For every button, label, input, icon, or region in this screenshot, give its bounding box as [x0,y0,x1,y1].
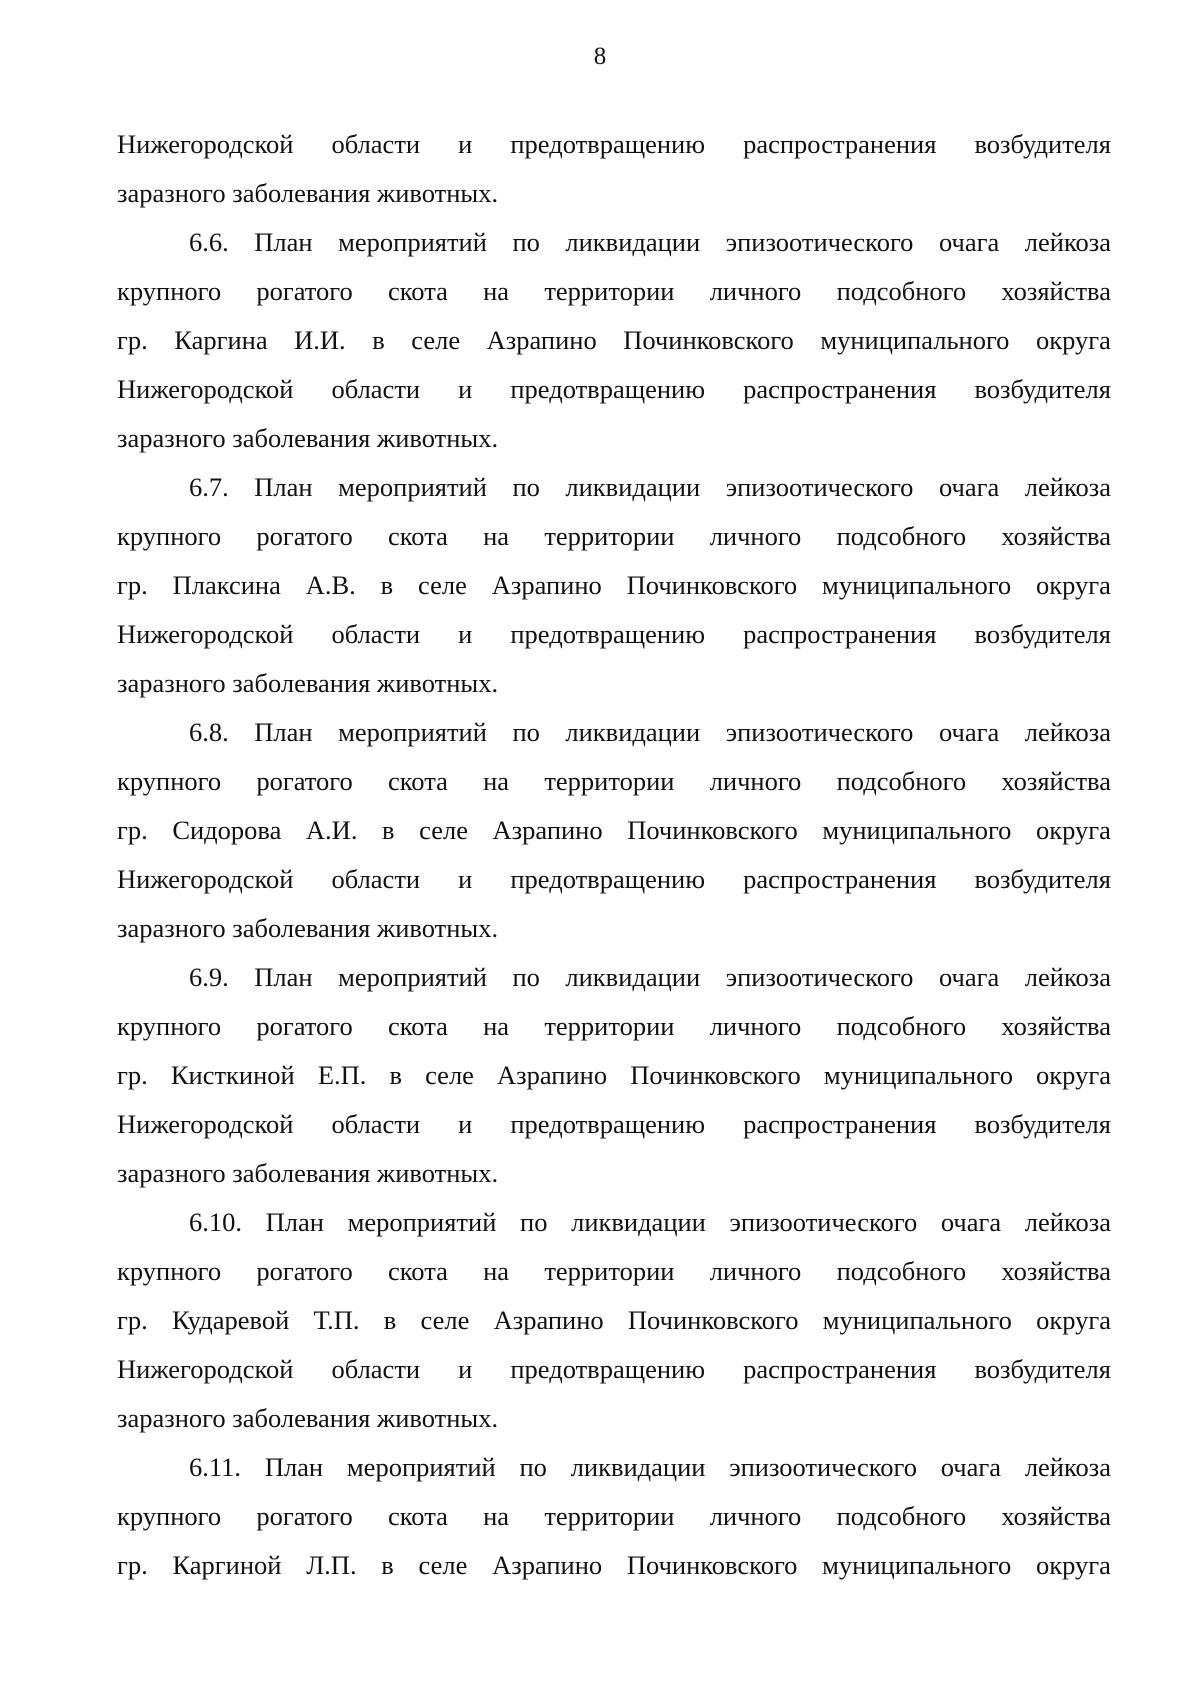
paragraph-last-line: заразного заболевания животных. [117,1158,499,1188]
word: селе [419,815,468,845]
word: распространения [743,1354,937,1384]
paragraph-line [117,1247,1111,1296]
word: подсобного [836,1256,967,1286]
word: хозяйства [1001,1256,1111,1286]
word: в [381,1550,394,1580]
word: эпизоотического [725,962,914,992]
word: предотвращению [510,129,706,159]
word: И.И. [294,325,346,355]
word: эпизоотического [725,227,914,257]
word: по [512,227,540,257]
word: области [331,619,421,649]
word: очага [940,1207,1002,1237]
word: подсобного [836,276,967,306]
paragraph-line [117,1100,1111,1149]
word: мероприятий [346,1452,496,1482]
word: территории [544,766,675,796]
paragraph-line [117,1541,1111,1590]
word: подсобного [836,766,967,796]
paragraph-line [117,1345,1111,1394]
word: мероприятий [338,717,487,747]
word: лейкоза [1024,962,1111,992]
word: Плаксина [172,570,281,600]
word: хозяйства [1001,521,1111,551]
word: лейкоза [1024,227,1111,257]
word: распространения [743,619,937,649]
word: муниципального [822,815,1012,845]
word: лейкоза [1024,717,1111,747]
word: предотвращению [510,619,706,649]
word: мероприятий [338,472,487,502]
word: округа [1036,1305,1111,1335]
word: лейкоза [1024,1207,1111,1237]
word: в [383,1305,397,1335]
word: муниципального [822,1550,1012,1580]
paragraph-line [117,316,1111,365]
word: рогатого [256,521,353,551]
word: округа [1035,325,1111,355]
word: мероприятий [338,962,487,992]
word: А.В. [305,570,356,600]
word: на [483,276,510,306]
paragraph-line [117,1051,1111,1100]
word: крупного [117,1256,222,1286]
word: на [483,521,510,551]
word: скота [388,1256,448,1286]
word: эпизоотического [729,1452,917,1482]
word: на [483,1011,510,1041]
word: предотвращению [510,1354,706,1384]
word: Л.П. [306,1550,357,1580]
word: Азрапино [493,1305,604,1335]
paragraph-first-line [117,218,1111,267]
paragraph-last-line: заразного заболевания животных. [117,178,499,208]
word: скота [388,521,448,551]
word: План [254,472,313,502]
word: территории [544,1501,675,1531]
word: по [512,472,540,502]
word: лейкоза [1024,1452,1111,1482]
item-number: 6.9. [189,962,229,992]
paragraph-first-line [117,708,1111,757]
word: и [458,864,473,894]
paragraph-first-line [117,953,1111,1002]
word: распространения [743,1109,937,1139]
word: эпизоотического [725,717,914,747]
paragraph-line [117,757,1111,806]
word: муниципального [822,570,1012,600]
word: распространения [743,864,937,894]
word: селе [418,1550,468,1580]
word: Нижегородской [117,619,294,649]
word: Нижегородской [117,129,294,159]
word: рогатого [256,1256,353,1286]
word: и [458,129,473,159]
word: гр. [117,1060,148,1090]
word: распространения [743,374,937,404]
word: области [331,129,421,159]
word: крупного [117,1011,222,1041]
word: мероприятий [347,1207,497,1237]
word: гр. [117,1305,148,1335]
word: области [331,1354,421,1384]
word: эпизоотического [729,1207,918,1237]
item-number: 6.6. [189,227,229,257]
word: распространения [743,129,937,159]
word: на [483,1501,510,1531]
word: возбудителя [974,1109,1111,1139]
word: округа [1035,1550,1111,1580]
word: территории [544,1011,675,1041]
word: План [254,227,313,257]
word: скота [388,1011,448,1041]
word: Починковского [627,1305,799,1335]
word: селе [411,325,461,355]
word: Починковского [626,570,798,600]
word: хозяйства [1001,1011,1111,1041]
word: гр. [117,325,148,355]
word: возбудителя [974,1354,1111,1384]
word: Нижегородской [117,864,294,894]
item-number: 6.8. [189,717,229,747]
word: План [264,1452,324,1482]
word: хозяйства [1001,276,1111,306]
word: на [483,766,510,796]
word: личного [709,1011,802,1041]
word: Кударевой [172,1305,290,1335]
word: области [331,864,421,894]
word: Т.П. [313,1305,360,1335]
word: Азрапино [492,815,603,845]
word: хозяйства [1001,766,1111,796]
word: Каргиной [172,1550,282,1580]
word: ликвидации [565,227,701,257]
word: и [458,374,473,404]
word: по [512,717,540,747]
word: подсобного [836,1501,967,1531]
word: подсобного [836,521,967,551]
word: скота [388,766,448,796]
item-number: 6.11. [189,1452,242,1482]
word: крупного [117,521,222,551]
paragraph-last-line: заразного заболевания животных. [117,423,499,453]
word: ликвидации [570,1452,706,1482]
word: Нижегородской [117,1354,294,1384]
word: рогатого [256,276,353,306]
word: возбудителя [974,129,1111,159]
paragraph-first-line [117,1443,1111,1492]
word: План [254,962,313,992]
word: Нижегородской [117,1109,294,1139]
word: личного [709,276,802,306]
paragraph-line [117,267,1111,316]
word: в [389,1060,402,1090]
paragraph-line [117,1002,1111,1051]
paragraph-line [117,120,1111,169]
word: очага [940,1452,1002,1482]
paragraph-first-line [117,1198,1111,1247]
word: возбудителя [974,864,1111,894]
word: ликвидации [565,717,701,747]
word: предотвращению [510,864,706,894]
word: крупного [117,276,222,306]
word: на [483,1256,510,1286]
page-number: 8 [593,43,607,70]
word: Азрапино [491,570,602,600]
word: Починковского [627,815,798,845]
word: округа [1036,815,1111,845]
word: План [265,1207,324,1237]
word: гр. [117,570,148,600]
word: рогатого [256,766,353,796]
item-number: 6.7. [189,472,229,502]
word: Починковского [623,325,794,355]
word: хозяйства [1001,1501,1111,1531]
word: возбудителя [974,374,1111,404]
word: Починковского [626,1550,798,1580]
word: округа [1036,1060,1111,1090]
word: гр. [117,815,148,845]
word: Азрапино [497,1060,608,1090]
item-number: 6.10. [189,1207,242,1237]
word: территории [544,276,675,306]
paragraph-last-line: заразного заболевания животных. [117,913,499,943]
paragraph-first-line [117,463,1111,512]
word: и [458,1109,473,1139]
word: личного [709,1256,802,1286]
word: по [520,1207,548,1237]
word: скота [388,1501,448,1531]
word: области [331,374,421,404]
word: в [382,815,395,845]
word: по [512,962,540,992]
word: крупного [117,1501,222,1531]
word: гр. [117,1550,148,1580]
paragraph-line [117,806,1111,855]
word: муниципального [820,325,1010,355]
word: эпизоотического [725,472,914,502]
word: План [254,717,313,747]
word: Починковского [630,1060,801,1090]
paragraph-last-line: заразного заболевания животных. [117,668,499,698]
word: крупного [117,766,222,796]
word: мероприятий [338,227,487,257]
word: скота [388,276,448,306]
word: в [380,570,394,600]
word: возбудителя [974,619,1111,649]
paragraph-line [117,512,1111,561]
word: селе [425,1060,474,1090]
word: в [372,325,385,355]
word: территории [544,521,675,551]
word: предотвращению [510,374,706,404]
word: Е.П. [317,1060,367,1090]
word: Сидорова [172,815,282,845]
paragraph-line [117,610,1111,659]
word: Азрапино [486,325,597,355]
word: и [458,619,473,649]
word: личного [709,766,802,796]
word: территории [544,1256,675,1286]
word: лейкоза [1024,472,1111,502]
paragraph-line [117,1492,1111,1541]
word: Кисткиной [170,1060,295,1090]
word: муниципального [822,1305,1012,1335]
document-body [117,120,1111,1590]
word: очага [938,227,1000,257]
word: селе [420,1305,470,1335]
word: личного [709,521,802,551]
word: селе [418,570,467,600]
word: ликвидации [565,962,701,992]
word: очага [938,472,1000,502]
word: и [458,1354,473,1384]
word: очага [938,717,1000,747]
word: Каргина [174,325,268,355]
word: муниципального [823,1060,1013,1090]
paragraph-line [117,561,1111,610]
word: рогатого [256,1501,353,1531]
word: ликвидации [565,472,701,502]
word: предотвращению [510,1109,706,1139]
paragraph-line [117,1296,1111,1345]
word: А.И. [305,815,358,845]
word: рогатого [256,1011,353,1041]
word: по [519,1452,547,1482]
word: округа [1036,570,1111,600]
paragraph-line [117,365,1111,414]
word: области [331,1109,421,1139]
paragraph-line [117,855,1111,904]
word: Нижегородской [117,374,294,404]
word: личного [709,1501,802,1531]
word: подсобного [836,1011,967,1041]
word: очага [938,962,1000,992]
word: ликвидации [571,1207,706,1237]
word: Азрапино [492,1550,603,1580]
paragraph-last-line: заразного заболевания животных. [117,1403,499,1433]
